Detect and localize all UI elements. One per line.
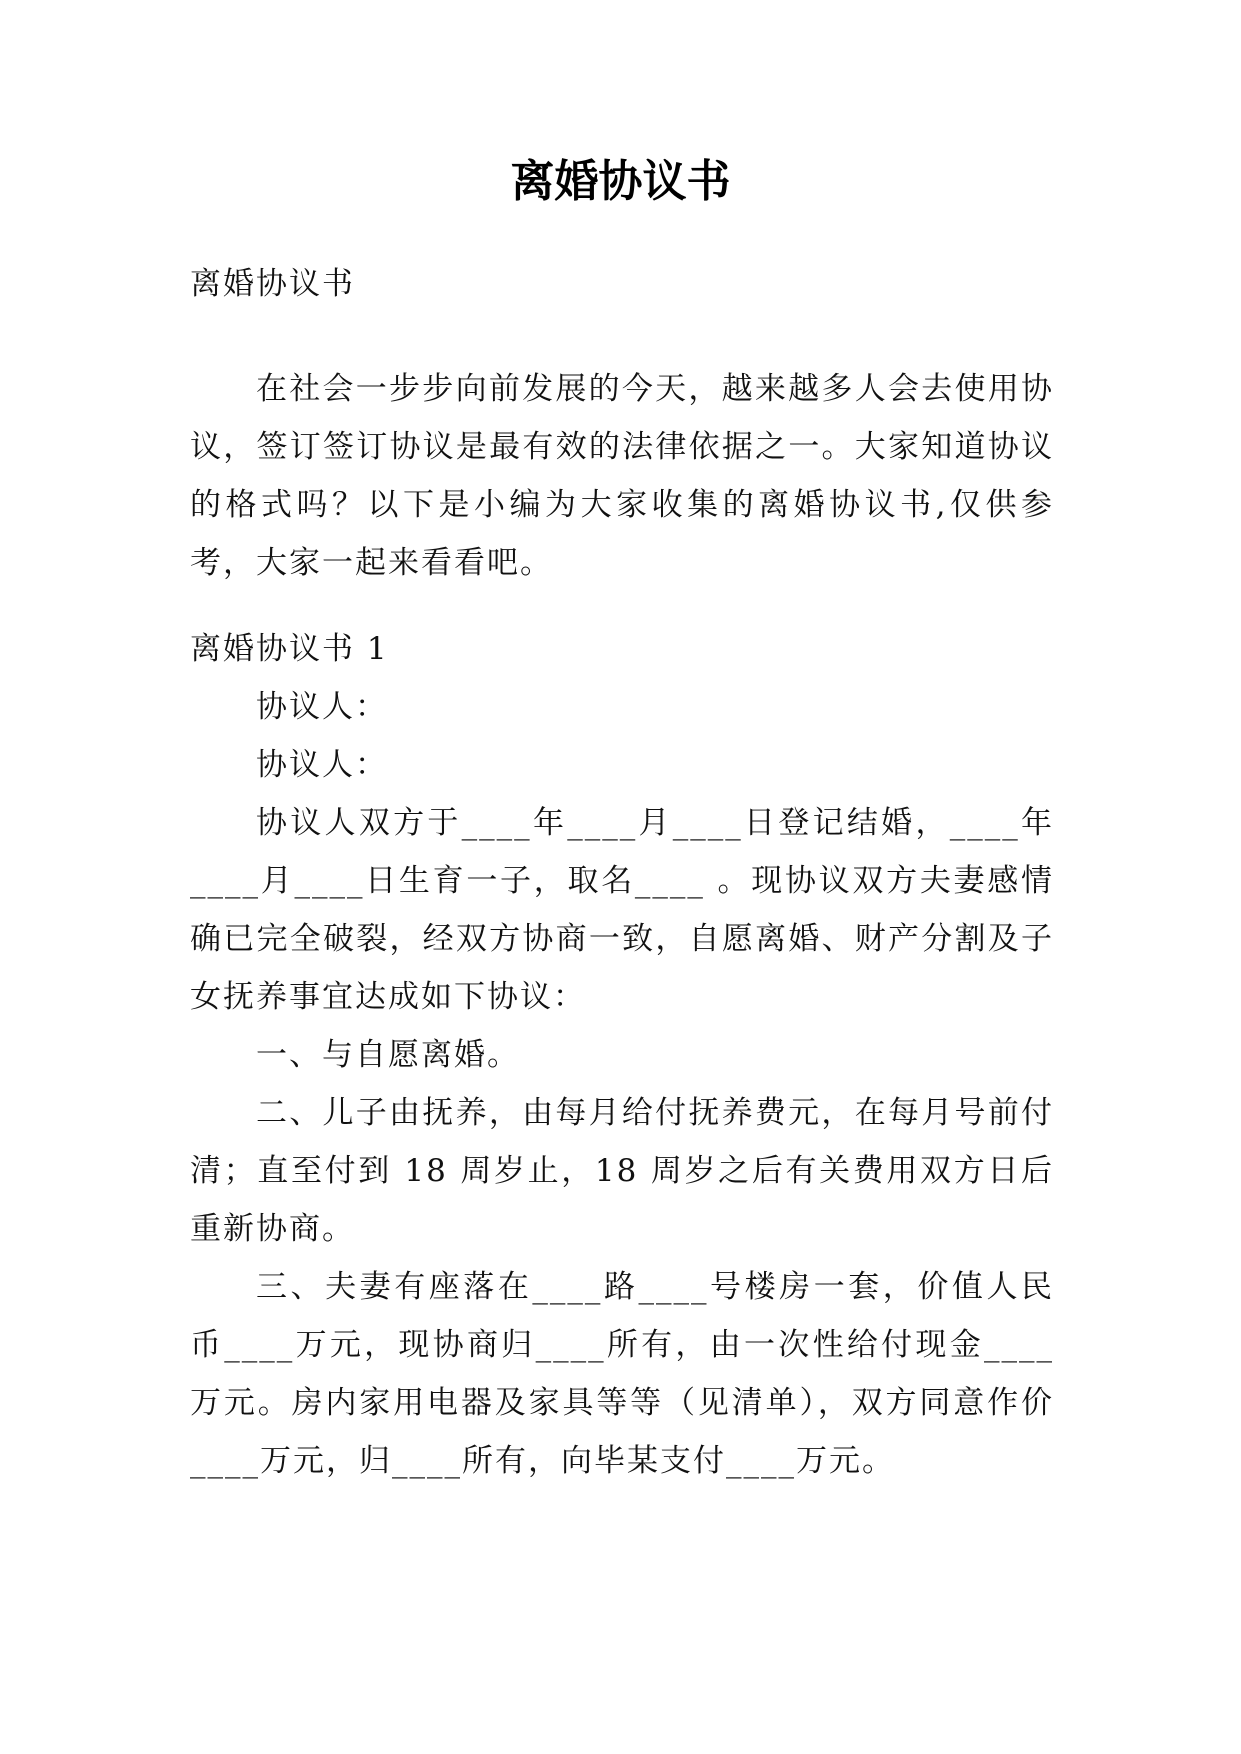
- intro-paragraph: [190, 360, 1054, 592]
- agreement-section: [190, 620, 1054, 1490]
- section-heading: 离婚协议书 1: [190, 631, 389, 667]
- clause-2: 二、儿子由抚养，由每月给付抚养费元，在每月号前付清；直至付到 18 周岁止，18 周岁之后有关费用双方日后重新协商。: [190, 1095, 1054, 1247]
- document-title: 离婚协议书: [510, 156, 731, 207]
- clause-3: 三、夫妻有座落在____路____号楼房一套，价值人民币____万元，现协商归____所有，由一次性给付现金____万元。房内家用电器及家具等等（见清单），双方同意作价____万元，归____所有，向毕某支付____万元。: [190, 1269, 1054, 1479]
- marriage-paragraph: 协议人双方于____年____月____日登记结婚，____年____月____日生育一子，取名____ 。现协议双方夫妻感情确已完全破裂，经双方协商一致，自愿离婚、财产分割及子女抚养事宜达成如下协议：: [190, 805, 1054, 1015]
- subtitle-text: 离婚协议书: [190, 266, 355, 302]
- document-subtitle: [190, 255, 1054, 313]
- clause-1: 一、与自愿离婚。: [256, 1037, 520, 1073]
- party-1-label: 协议人：: [256, 689, 388, 725]
- intro-text: 在社会一步步向前发展的今天，越来越多人会去使用协议，签订签订协议是最有效的法律依据之一。大家知道协议的格式吗？以下是小编为大家收集的离婚协议书,仅供参考，大家一起来看看吧。: [190, 371, 1054, 581]
- party-2-label: 协议人：: [256, 747, 388, 783]
